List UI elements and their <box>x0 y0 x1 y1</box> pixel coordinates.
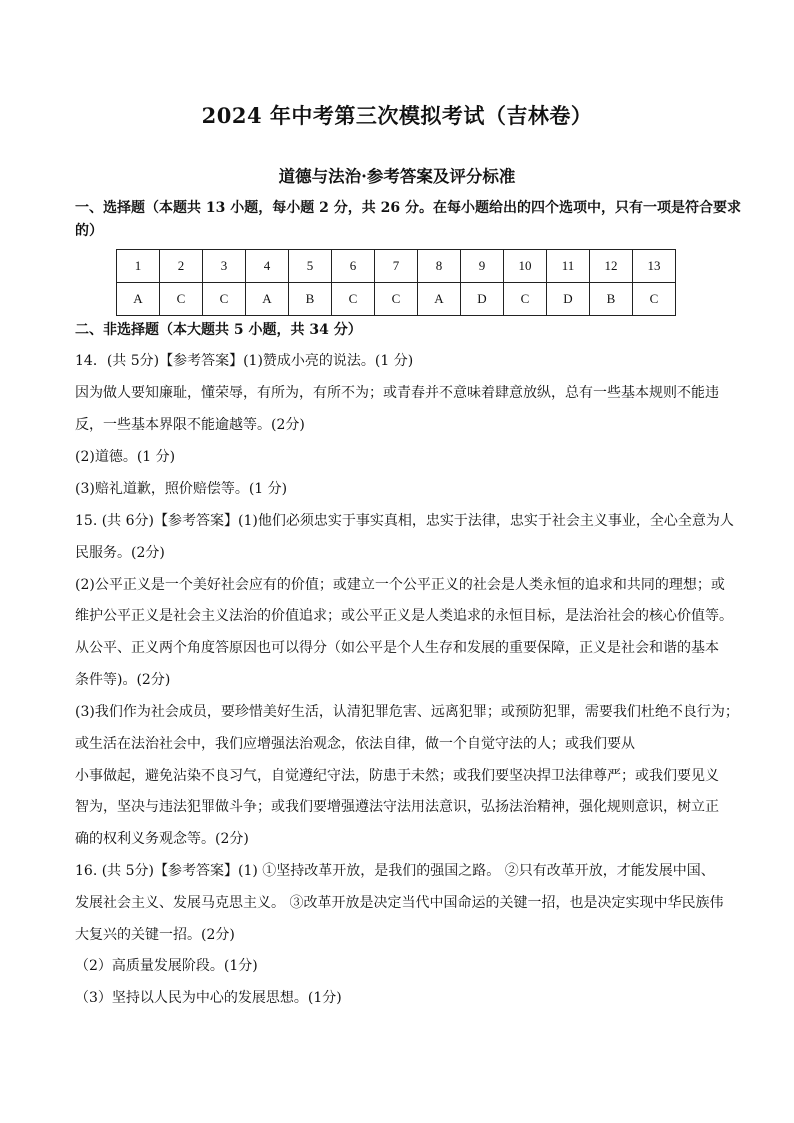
question-number-cell: 3 <box>203 250 246 283</box>
answer-cell: D <box>547 283 590 316</box>
section1-heading-cont: 的） <box>75 223 103 239</box>
answer-cell: C <box>504 283 547 316</box>
answer-cell: A <box>418 283 461 316</box>
answer-cell: A <box>246 283 289 316</box>
q15-line-2: 民服务。(2分) <box>75 545 165 561</box>
question-number-cell: 12 <box>590 250 633 283</box>
q14-line-1: 14．(共 5分)【参考答案】(1)赞成小亮的说法。(1 分) <box>75 353 414 369</box>
q15-line-4: 维护公平正义是社会主义法治的价值追求；或公平正义是人类追求的永恒目标，是法治社会的核心价值等。 <box>75 608 733 624</box>
q14-line-2: 因为做人要知廉耻，懂荣辱，有所为，有所不为；或青春并不意味着肆意放纵，总有一些基本规则不能违 <box>75 385 719 401</box>
answer-cell: C <box>633 283 676 316</box>
question-number-cell: 2 <box>160 250 203 283</box>
answer-cell: B <box>590 283 633 316</box>
q15-line-5: 从公平、正义两个角度答原因也可以得分（如公平是个人生存和发展的重要保障，正义是社会和谐的基本 <box>75 640 719 656</box>
q14-line-5: (3)赔礼道歉，照价赔偿等。(1 分) <box>75 481 288 497</box>
q14-line-3: 反，一些基本界限不能逾越等。(2分) <box>75 417 305 433</box>
answer-table <box>116 249 676 316</box>
question-number-cell: 6 <box>332 250 375 283</box>
q15-line-1: 15. (共 6分)【参考答案】(1)他们必须忠实于事实真相，忠实于法律，忠实于社会主义事业，全心全意为人 <box>75 513 734 529</box>
q15-line-9: 小事做起，避免沾染不良习气，自觉遵纪守法，防患于未然；或我们要坚决捍卫法律尊严；或我们要见义 <box>75 768 719 784</box>
answer-cell: C <box>332 283 375 316</box>
page-title: 2024 年中考第三次模拟考试（吉林卷） <box>201 103 593 128</box>
q15-line-10: 智为，坚决与违法犯罪做斗争；或我们要增强遵法守法用法意识，弘扬法治精神，强化规则意识，树立正 <box>75 799 719 815</box>
section2-heading: 二、非选择题（本大题共 5 小题，共 34 分） <box>75 322 362 338</box>
q15-line-8: 或生活在法治社会中，我们应增强法治观念，依法自律，做一个自觉守法的人；或我们要从 <box>75 736 635 752</box>
section1-heading: 一、选择题（本题共 13 小题，每小题 2 分，共 26 分。在每小题给出的四个选项中，只有一项是符合要求 <box>75 200 741 216</box>
q16-line-5: （3）坚持以人民为中心的发展思想。(1分) <box>75 990 342 1006</box>
question-number-cell: 8 <box>418 250 461 283</box>
question-number-cell: 11 <box>547 250 590 283</box>
answer-cell: D <box>461 283 504 316</box>
answer-cell: A <box>117 283 160 316</box>
answer-cell: C <box>160 283 203 316</box>
answer-cell: B <box>289 283 332 316</box>
answer-cell: C <box>203 283 246 316</box>
answer-table-number-row <box>117 250 676 283</box>
q16-line-2: 发展社会主义、发展马克思主义。 ③改革开放是决定当代中国命运的关键一招，也是决定实现中华民族伟 <box>75 895 724 911</box>
question-number-cell: 13 <box>633 250 676 283</box>
q14-line-4: (2)道德。(1 分) <box>75 449 176 465</box>
question-number-cell: 9 <box>461 250 504 283</box>
question-number-cell: 5 <box>289 250 332 283</box>
answer-table-answer-row <box>117 283 676 316</box>
q15-line-11: 确的权利义务观念等。(2分) <box>75 831 249 847</box>
q15-line-6: 条件等)。(2分) <box>75 672 171 688</box>
question-number-cell: 4 <box>246 250 289 283</box>
question-number-cell: 7 <box>375 250 418 283</box>
page-subtitle: 道德与法治·参考答案及评分标准 <box>278 167 516 186</box>
q16-line-3: 大复兴的关键一招。(2分) <box>75 927 235 943</box>
question-number-cell: 10 <box>504 250 547 283</box>
answer-cell: C <box>375 283 418 316</box>
q15-line-3: (2)公平正义是一个美好社会应有的价值；或建立一个公平正义的社会是人类永恒的追求和共同的理想；或 <box>75 577 725 593</box>
question-number-cell: 1 <box>117 250 160 283</box>
q15-line-7: (3)我们作为社会成员，要珍惜美好生活，认清犯罪危害、远离犯罪；或预防犯罪，需要我们杜绝不良行为； <box>75 704 739 720</box>
q16-line-1: 16. (共 5分)【参考答案】(1) ①坚持改革开放，是我们的强国之路。 ②只有改革开放，才能发展中国、 <box>75 863 715 879</box>
q16-line-4: （2）高质量发展阶段。(1分) <box>75 958 258 974</box>
